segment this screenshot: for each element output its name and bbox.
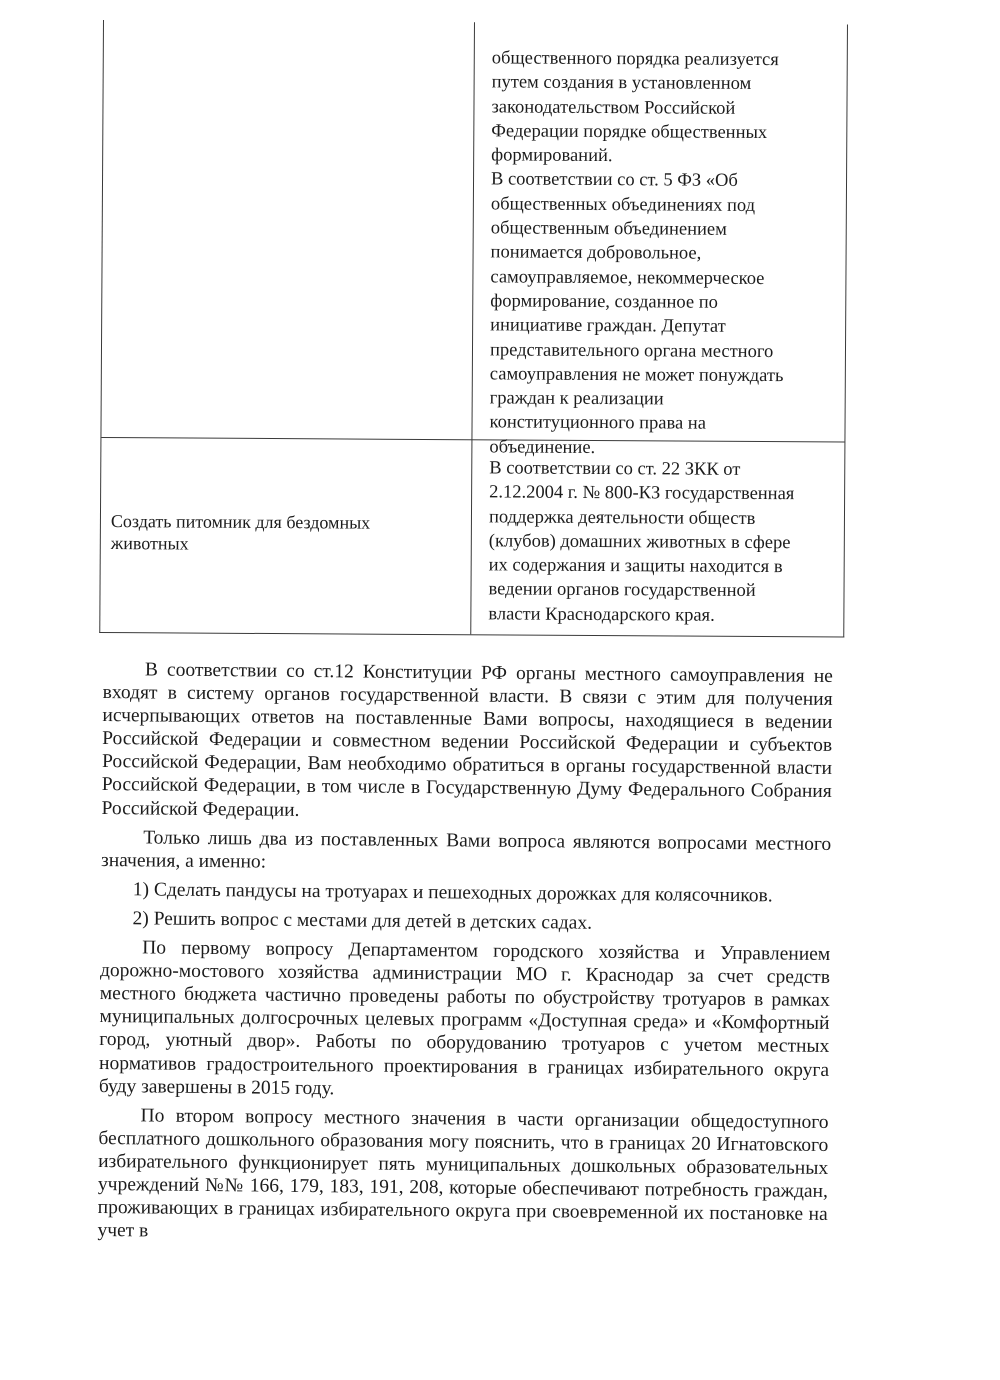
table-row2-left-cell: Создать питомник для бездомных животных: [110, 511, 371, 554]
list-item-kindergartens: 2) Решить вопрос с местами для детей в детских садах.: [132, 908, 593, 934]
paragraph-local-questions: Только лишь два из поставленных Вами вопроса являются вопросами местного значения, а именно:: [100, 827, 832, 873]
list-item-ramps: 1) Сделать пандусы на тротуарах и пешеходных дорожках для колясочников.: [132, 879, 773, 907]
table-row1-right-cell: общественного порядка реализуется путем создания в установленном законодательством Российской Федерации порядке общественных формирований. В соответствии со ст. 5 ФЗ «Об общественных объединениях под общественным объединением понимается добровольное, самоуправляемое, некоммерческое формирование, созданное по инициативе граждан. Депутат представительного органа местного самоуправления не может понуждать граждан к реализации конституционного права на объединение.: [489, 48, 784, 458]
table-row2-right-cell: В соответствии со ст. 22 ЗКК от 2.12.2004 г. № 800-КЗ государственная поддержка деятельности обществ (клубов) домашних животных в сфере их содержания и защиты находится в ведении органов государственной власти Краснодарского края.: [488, 458, 795, 626]
letter-body: [97, 658, 833, 1249]
answers-table: [99, 20, 848, 638]
paragraph-second-question: По втором вопросу местного значения в части организации общедоступного бесплатного дошкольного образования могу пояснить, что в границах 20 Игнатовского избирательного функционирует пять муниципальных дошкольных образовательных учреждений №№ 166, 179, 183, 191, 208, которые обеспечивают потребность граждан, проживающих в границах избирательного округа при своевременной их постановке на учет в: [97, 1105, 829, 1242]
paragraph-first-question: По первому вопросу Департаментом городского хозяйства и Управлением дорожно-мостового хозяйства администрации МО г. Краснодар за счет средств местного бюджета частично проведены работы по обустройству тротуаров в рамках муниципальных долгосрочных целевых программ «Доступная среда» и «Комфортный город, уютный двор». Работы по оборудованию тротуаров с учетом местных нормативов градостроительного проектирования в границах избирательного округа буду завершены в 2015 году.: [98, 937, 831, 1099]
paragraph-constitution: В соответствии со ст.12 Конституции РФ органы местного самоуправления не входят в систему органов государственной власти. В связи с этим для получения исчерпывающих ответов на поставленные Вами вопросы, находящиеся в ведении Российской Федерации и совместном ведении Российской Федерации и субъектов Российской Федерации, Вам необходимо обратиться в органы государственной власти Российской Федерации, в том числе в Государственную Думу Федерального Собрания Российской Федерации.: [101, 659, 833, 821]
table-column-divider: [470, 22, 475, 634]
